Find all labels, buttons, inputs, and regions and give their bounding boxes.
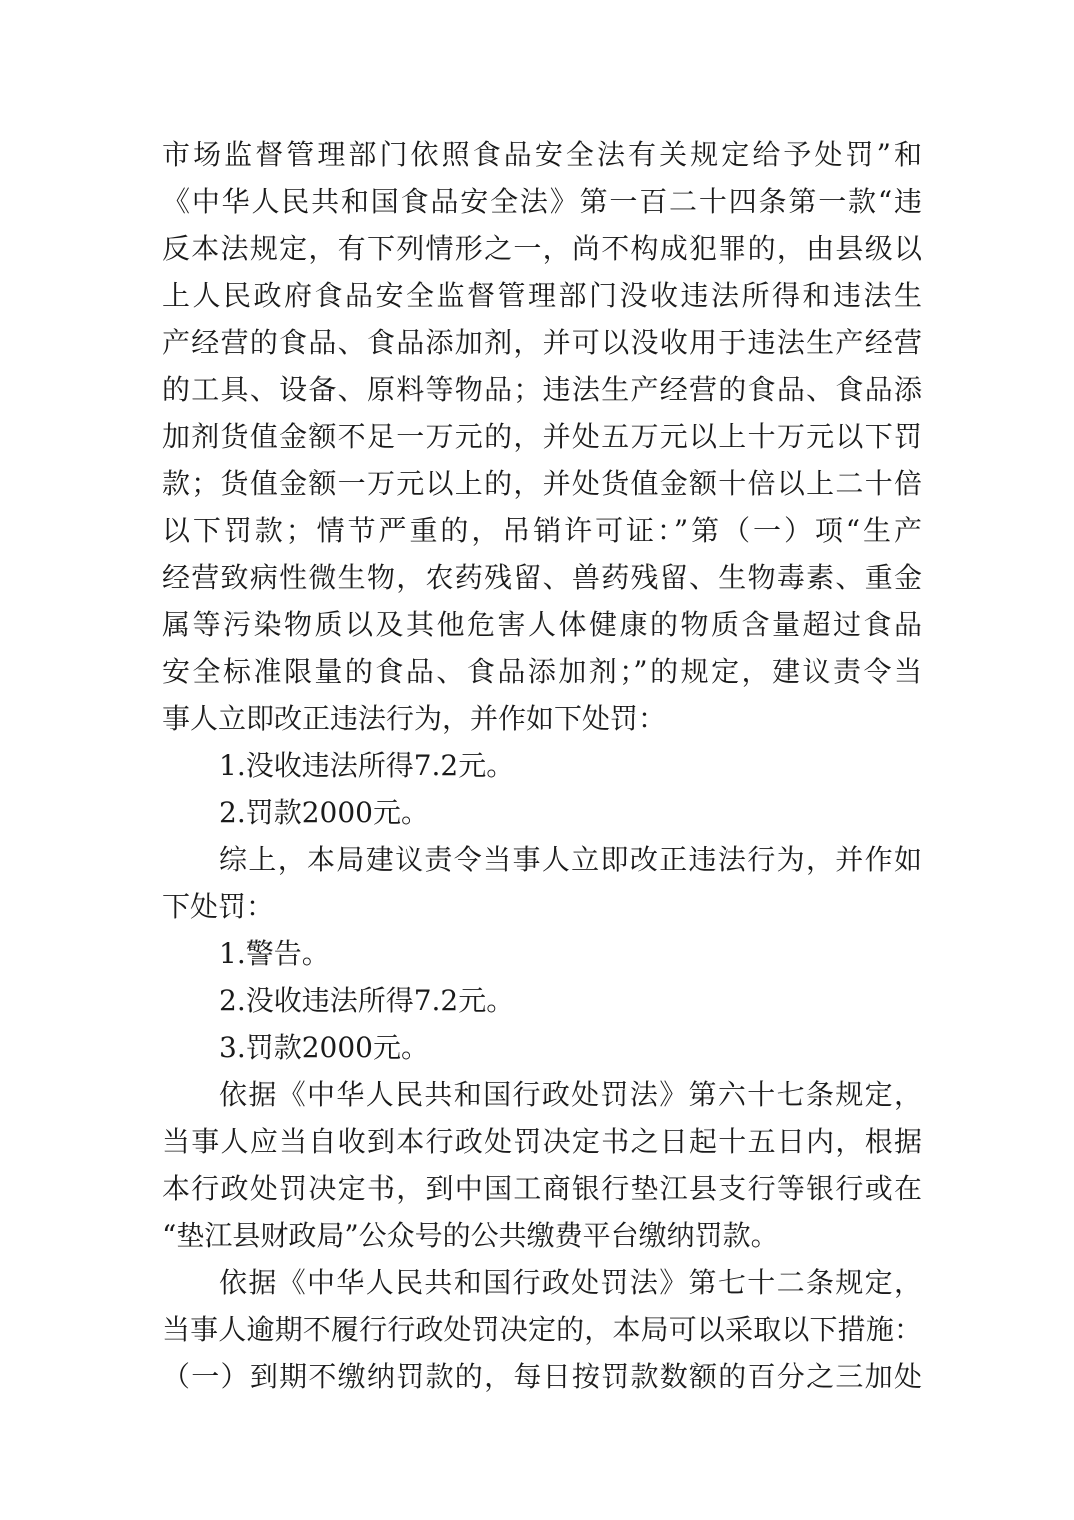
text-line-1: 市场监督管理部门依照食品安全法有关规定给予处罚”和 — [162, 138, 922, 171]
text-line-7: 加剂货值金额不足一万元的，并处五万元以上十万元以下罚 — [162, 420, 922, 453]
enforcement-paragraph-line-1: 依据《中华人民共和国行政处罚法》第七十二条规定， — [219, 1266, 922, 1299]
document-body — [162, 131, 922, 1400]
list-item-confiscate-2: 2.没收违法所得7.2元。 — [219, 984, 515, 1017]
text-line-10: 经营致病性微生物，农药残留、兽药残留、生物毒素、重金 — [162, 561, 922, 594]
payment-paragraph-line-3: 本行政处罚决定书，到中国工商银行垫江县支行等银行或在 — [162, 1172, 922, 1205]
text-line-6: 的工具、设备、原料等物品；违法生产经营的食品、食品添 — [162, 373, 922, 406]
text-line-3: 反本法规定，有下列情形之一，尚不构成犯罪的，由县级以 — [162, 232, 922, 265]
payment-paragraph-line-2: 当事人应当自收到本行政处罚决定书之日起十五日内，根据 — [162, 1125, 922, 1158]
text-line-5: 产经营的食品、食品添加剂，并可以没收用于违法生产经营 — [162, 326, 922, 359]
payment-paragraph-line-4: “垫江县财政局”公众号的公共缴费平台缴纳罚款。 — [162, 1219, 779, 1252]
text-line-9: 以下罚款；情节严重的，吊销许可证：”第（一）项“生产 — [162, 514, 922, 547]
summary-paragraph-line-2: 下处罚： — [162, 890, 275, 923]
text-line-8: 款；货值金额一万元以上的，并处货值金额十倍以上二十倍 — [162, 467, 922, 500]
text-line-12: 安全标准限量的食品、食品添加剂；”的规定，建议责令当 — [162, 655, 922, 688]
list-item-fine-1: 2.罚款2000元。 — [219, 796, 429, 829]
list-item-confiscate-1: 1.没收违法所得7.2元。 — [219, 749, 515, 782]
text-line-4: 上人民政府食品安全监督管理部门没收违法所得和违法生 — [162, 279, 922, 312]
list-item-fine-2: 3.罚款2000元。 — [219, 1031, 429, 1064]
enforcement-paragraph-line-3: （一）到期不缴纳罚款的，每日按罚款数额的百分之三加处 — [162, 1360, 922, 1393]
text-line-13: 事人立即改正违法行为，并作如下处罚： — [162, 702, 667, 735]
payment-paragraph-line-1: 依据《中华人民共和国行政处罚法》第六十七条规定， — [219, 1078, 922, 1111]
enforcement-paragraph-line-2: 当事人逾期不履行行政处罚决定的，本局可以采取以下措施： — [162, 1313, 922, 1346]
text-line-11: 属等污染物质以及其他危害人体健康的物质含量超过食品 — [162, 608, 922, 641]
text-line-2: 《中华人民共和国食品安全法》第一百二十四条第一款“违 — [162, 185, 922, 218]
list-item-warning: 1.警告。 — [219, 937, 330, 970]
summary-paragraph-line-1: 综上，本局建议责令当事人立即改正违法行为，并作如 — [219, 843, 922, 876]
